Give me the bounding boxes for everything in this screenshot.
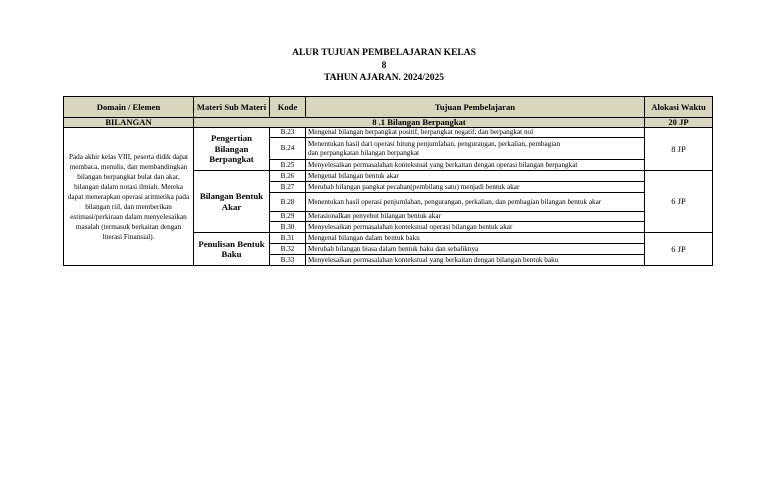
section-row [64,118,713,128]
col-header-domain: Domain / Elemen [64,97,194,118]
tujuan-line: Menentukan hasil dari operasi hitung penjumlahan, pengurangan, perkalian, pembagian [308,139,561,148]
section-domain: BILANGAN [64,118,194,128]
tujuan-cell: Mengenal bilangan dalam bentuk baku [306,233,645,244]
materi-cell: Penulisan Bentuk Baku [194,233,270,266]
tujuan-line: dan perpangkatan bilangan berpangkat [308,148,420,157]
title-line-1: ALUR TUJUAN PEMBELAJARAN KELAS [292,48,476,58]
kode-cell: B.32 [270,244,306,255]
tujuan-cell: Merubah bilangan biasa dalam bentuk baku dan sebaliknya [306,244,645,255]
kode-cell: B.26 [270,171,306,182]
tujuan-cell: Menyelesaikan permasalahan kontekstual yang berkaitan dengan operasi bilangan berpangkat [306,160,645,171]
learning-objectives-table [63,96,713,266]
tujuan-cell: Merasionalkan penyebut bilangan bentuk akar [306,212,645,222]
section-jp: 20 JP [645,118,713,128]
kode-cell: B.29 [270,212,306,222]
kode-cell: B.25 [270,160,306,171]
kode-cell: B.24 [270,138,306,160]
kode-cell: B.27 [270,182,306,193]
tujuan-cell: Mengenal bilangan berpangkat positif, berpangkat negatif, dan berpangkat nol [306,128,645,138]
col-header-kode: Kode [270,97,306,118]
alokasi-cell: 8 JP [645,128,713,171]
col-header-materi: Materi Sub Materi [194,97,270,118]
tujuan-cell: Mengenal bilangan bentuk akar [306,171,645,182]
kode-cell: B.31 [270,233,306,244]
tujuan-cell: Menyelesaikan permasalahan kontekstual operasi bilangan bentuk akar [306,222,645,233]
tujuan-cell [306,138,645,160]
title-line-3: TAHUN AJARAN. 2024/2025 [324,73,444,83]
materi-cell: Pengertian Bilangan Berpangkat [194,128,270,171]
title-line-2: 8 [381,60,387,71]
alokasi-cell: 6 JP [645,171,713,233]
col-header-tujuan: Tujuan Pembelajaran [306,97,645,118]
tujuan-cell: Menyelesaikan permasalahan kontekstual yang berkaitan dengan bilangan bentuk baku [306,255,645,266]
kode-cell: B.28 [270,193,306,212]
tujuan-cell: Menentukan hasil operasi penjumlahan, pengurangan, perkalian, dan pembagian bilangan bentuk akar [306,193,645,212]
materi-cell: Bilangan Bentuk Akar [194,171,270,233]
col-header-alokasi: Alokasi Waktu [645,97,713,118]
section-title: 8 .1 Bilangan Berpangkat [194,118,645,128]
tujuan-cell: Merubah bilangan pangkat pecahan(pembilang satu) menjadi bentuk akar [306,182,645,193]
domain-description: Pada akhir kelas VIII, peserta didik dapat membaca, menulis, dan membandingkan bilangan berpangkat bulat dan akar, bilangan dalam notasi ilmiah. Mereka dapat menerapkan operasi aritmetika pada bilangan riil, dan memberikan estimasi/perkiraan dalam menyelesaikan masalah (termasuk berkaitan dengan literasi Finansial). [64,128,194,266]
document-title [0,47,768,85]
kode-cell: B.30 [270,222,306,233]
kode-cell: B.33 [270,255,306,266]
kode-cell: B.23 [270,128,306,138]
alokasi-cell: 6 JP [645,233,713,266]
table-row [64,128,713,138]
table-header-row [64,97,713,118]
